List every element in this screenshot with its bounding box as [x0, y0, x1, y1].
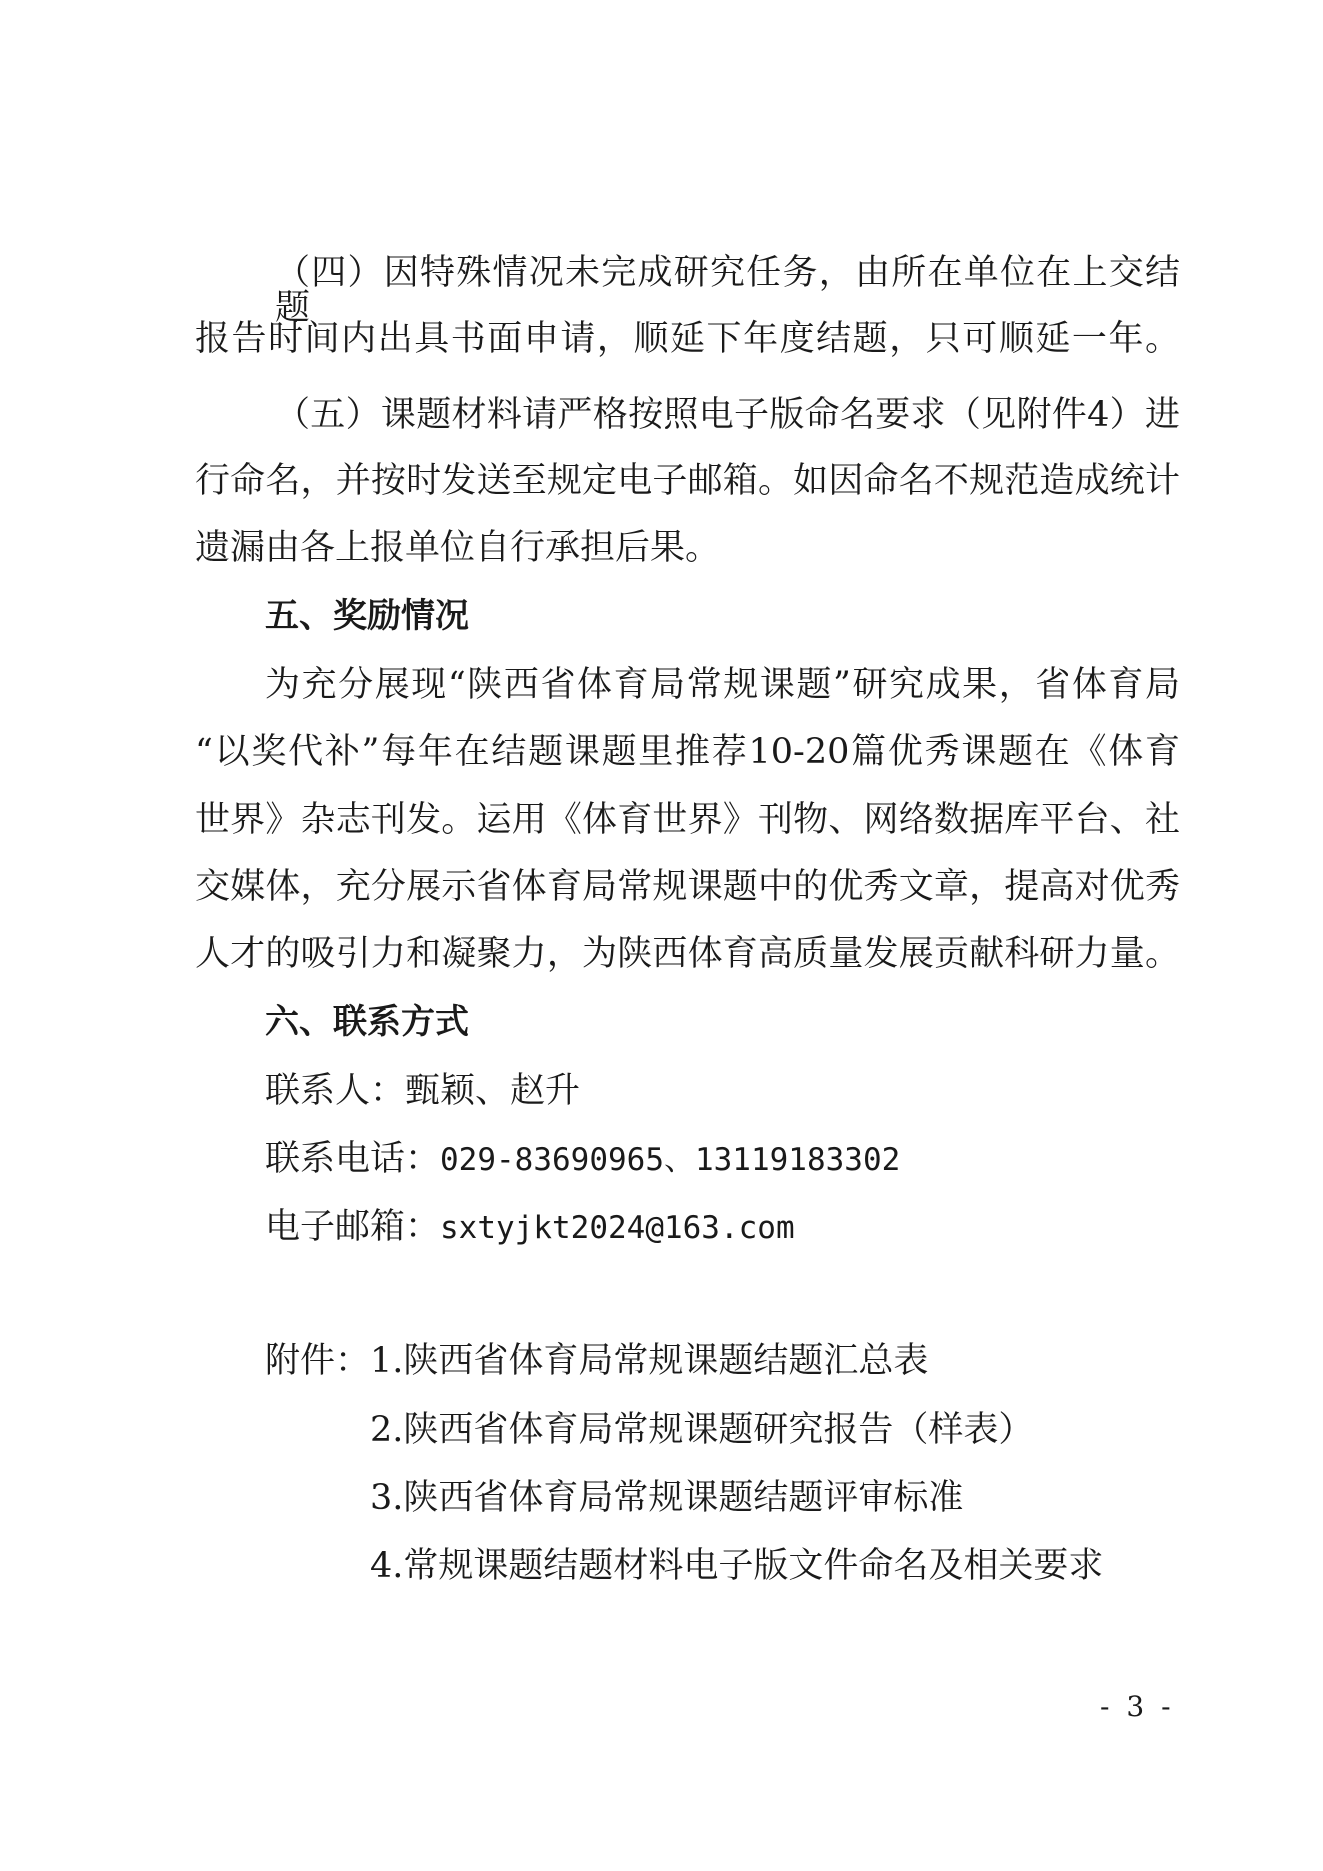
item-5-line-1: （五）课题材料请严格按照电子版命名要求（见附件4）进 — [275, 395, 1180, 435]
page-number: - 3 - — [1100, 1690, 1175, 1723]
contact-phone-label: 联系电话： — [265, 1139, 441, 1179]
contact-phone-row — [265, 1139, 901, 1179]
attachment-item-3: 3.陕西省体育局常规课题结题评审标准 — [370, 1478, 964, 1518]
section-5-para-line-4: 交媒体，充分展示省体育局常规课题中的优秀文章，提高对优秀 — [195, 867, 1180, 907]
section-5-para-line-2: “以奖代补”每年在结题课题里推荐10-20篇优秀课题在《体育 — [195, 732, 1180, 772]
item-4-line-2: 报告时间内出具书面申请，顺延下年度结题，只可顺延一年。 — [195, 319, 1180, 359]
section-6-heading: 六、联系方式 — [265, 1002, 469, 1042]
section-5-para-line-3: 世界》杂志刊发。运用《体育世界》刊物、网络数据库平台、社 — [195, 800, 1180, 840]
contact-phone-value: 029-83690965、13119183302 — [440, 1142, 901, 1178]
contact-email-value: sxtyjkt2024@163.com — [440, 1210, 795, 1246]
contact-email-label: 电子邮箱： — [265, 1207, 441, 1247]
contact-person-row — [265, 1071, 581, 1111]
attachment-item-2: 2.陕西省体育局常规课题研究报告（样表） — [370, 1410, 1034, 1450]
section-5-para-line-5: 人才的吸引力和凝聚力，为陕西体育高质量发展贡献科研力量。 — [195, 934, 1180, 974]
contact-person-value: 甄颖、赵升 — [405, 1071, 581, 1111]
section-5-heading: 五、奖励情况 — [265, 596, 469, 636]
contact-email-row — [265, 1207, 795, 1247]
item-5-line-2: 行命名，并按时发送至规定电子邮箱。如因命名不规范造成统计 — [195, 461, 1180, 501]
item-5-line-3: 遗漏由各上报单位自行承担后果。 — [195, 528, 721, 568]
section-5-para-line-1: 为充分展现“陕西省体育局常规课题”研究成果，省体育局 — [265, 665, 1180, 705]
attachment-item-4: 4.常规课题结题材料电子版文件命名及相关要求 — [370, 1546, 1104, 1586]
attachment-item-1: 1.陕西省体育局常规课题结题汇总表 — [370, 1341, 929, 1381]
item-4-line-1: （四）因特殊情况未完成研究任务，由所在单位在上交结题 — [275, 253, 1180, 328]
attachments-label: 附件： — [265, 1341, 371, 1381]
contact-person-label: 联系人： — [265, 1071, 406, 1111]
